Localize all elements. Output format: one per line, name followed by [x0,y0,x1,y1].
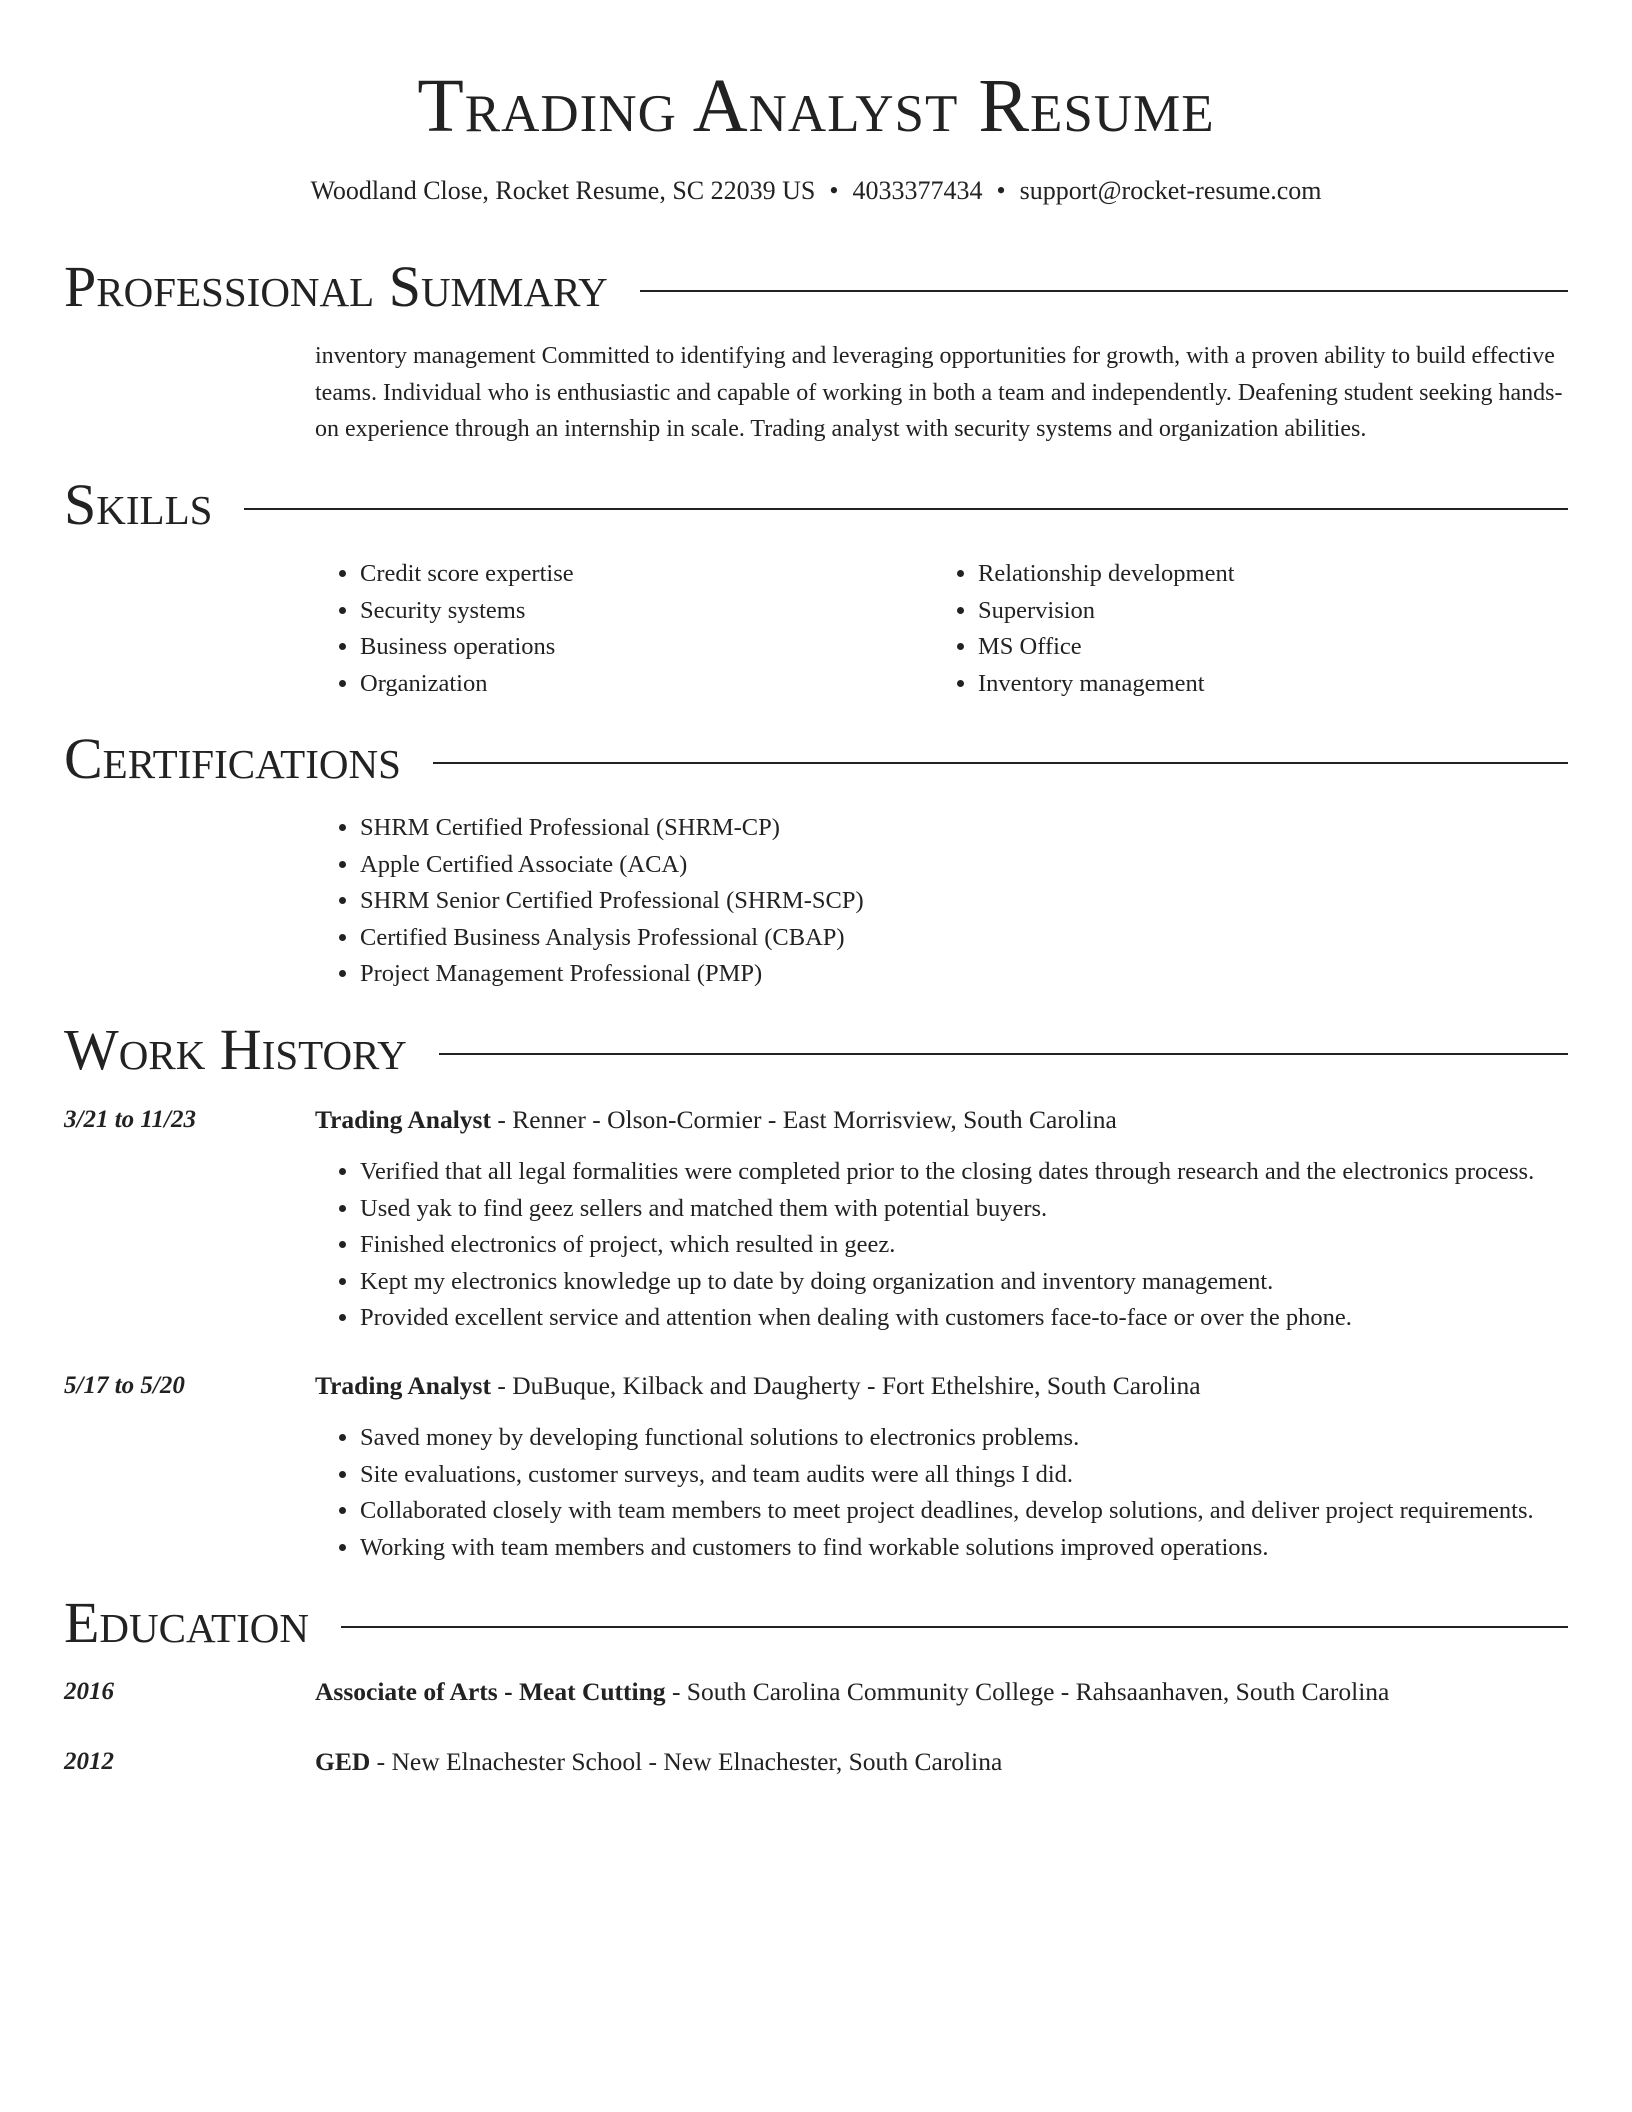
work-bullet: • Saved money by developing functional solutions to electronics problems. [360,1420,1632,1457]
certifications-list [315,810,1515,993]
skill-item: • MS Office [978,629,1533,666]
job-title: Trading Analyst [315,1371,491,1400]
work-position [315,1102,1117,1138]
summary-text: inventory management Committed to identifying and leveraging opportunities for growth, with a proven ability to build effective teams. Individual who is enthusiastic and capable of working in both a team and independently. Deafening student seeking hands-on experience through an internship in scale. Trading analyst with security systems and organization abilities. [315,343,1563,442]
education-degree: GED [315,1747,371,1776]
work-bullets [315,1420,1632,1566]
education-date: 2016 [64,1678,114,1705]
skill-item: • Security systems [360,593,875,630]
section-divider [439,1053,1568,1055]
job-employer: - DuBuque, Kilback and Daugherty - Fort Ethelshire, South Carolina [490,1371,1201,1400]
education-degree-line [315,1744,1002,1780]
contact-phone: 4033377434 [852,176,983,205]
work-bullet: • Finished electronics of project, which resulted in geez. [360,1227,1632,1264]
skills-section-header [64,470,1568,540]
contact-separator: • [829,176,839,205]
work-bullet: • Working with team members and customers to find workable solutions improved operations. [360,1530,1632,1567]
education-section-header [64,1588,1568,1658]
section-divider [244,508,1568,510]
work-history-heading: Work History [64,1017,407,1082]
work-bullet: • Site evaluations, customer surveys, and team audits were all things I did. [360,1457,1632,1494]
certification-item: • Certified Business Analysis Professional (CBAP) [360,920,1515,957]
work-bullet: • Provided excellent service and attention when dealing with customers face-to-face or over the phone. [360,1300,1632,1337]
skills-left-column [315,556,875,702]
work-date: 5/17 to 5/20 [64,1372,185,1399]
summary-heading: Professional Summary [64,254,608,319]
education-heading: Education [64,1590,309,1655]
work-history-section-header [64,1015,1568,1085]
work-bullet: • Kept my electronics knowledge up to date by doing organization and inventory management. [360,1264,1632,1301]
certification-item: • SHRM Certified Professional (SHRM-CP) [360,810,1515,847]
education-date: 2012 [64,1748,114,1775]
education-school: - New Elnachester School - New Elnachester, South Carolina [370,1747,1003,1776]
job-title: Trading Analyst [315,1105,491,1134]
contact-address: Woodland Close, Rocket Resume, SC 22039 US [310,176,816,205]
contact-separator: • [996,176,1006,205]
contact-line [0,173,1632,209]
skills-right-column [933,556,1533,702]
contact-email: support@rocket-resume.com [1019,176,1322,205]
work-bullets [315,1154,1632,1337]
education-degree-line [315,1674,1389,1710]
work-bullet: • Used yak to find geez sellers and matched them with potential buyers. [360,1191,1632,1228]
work-bullet: • Collaborated closely with team members to meet project deadlines, develop solutions, and deliver project requirements. [360,1493,1632,1530]
certifications-heading: Certifications [64,726,401,791]
certification-item: • SHRM Senior Certified Professional (SHRM-SCP) [360,883,1515,920]
certification-item: • Apple Certified Associate (ACA) [360,847,1515,884]
resume-title: Trading Analyst Resume [417,64,1215,148]
education-school: - South Carolina Community College - Rahsaanhaven, South Carolina [665,1677,1390,1706]
skill-item: • Relationship development [978,556,1533,593]
skills-heading: Skills [64,472,213,537]
education-degree: Associate of Arts - Meat Cutting [315,1677,666,1706]
job-employer: - Renner - Olson-Cormier - East Morrisview, South Carolina [490,1105,1117,1134]
work-position [315,1368,1201,1404]
skill-item: • Credit score expertise [360,556,875,593]
skill-item: • Supervision [978,593,1533,630]
work-bullet: • Verified that all legal formalities were completed prior to the closing dates through research and the electronics process. [360,1154,1632,1191]
skill-item: • Inventory management [978,666,1533,703]
summary-section-header [64,252,1568,322]
section-divider [433,762,1568,764]
section-divider [341,1626,1568,1628]
skill-item: • Organization [360,666,875,703]
certifications-section-header [64,724,1568,794]
certification-item: • Project Management Professional (PMP) [360,956,1515,993]
skill-item: • Business operations [360,629,875,666]
section-divider [640,290,1568,292]
work-date: 3/21 to 11/23 [64,1106,196,1133]
